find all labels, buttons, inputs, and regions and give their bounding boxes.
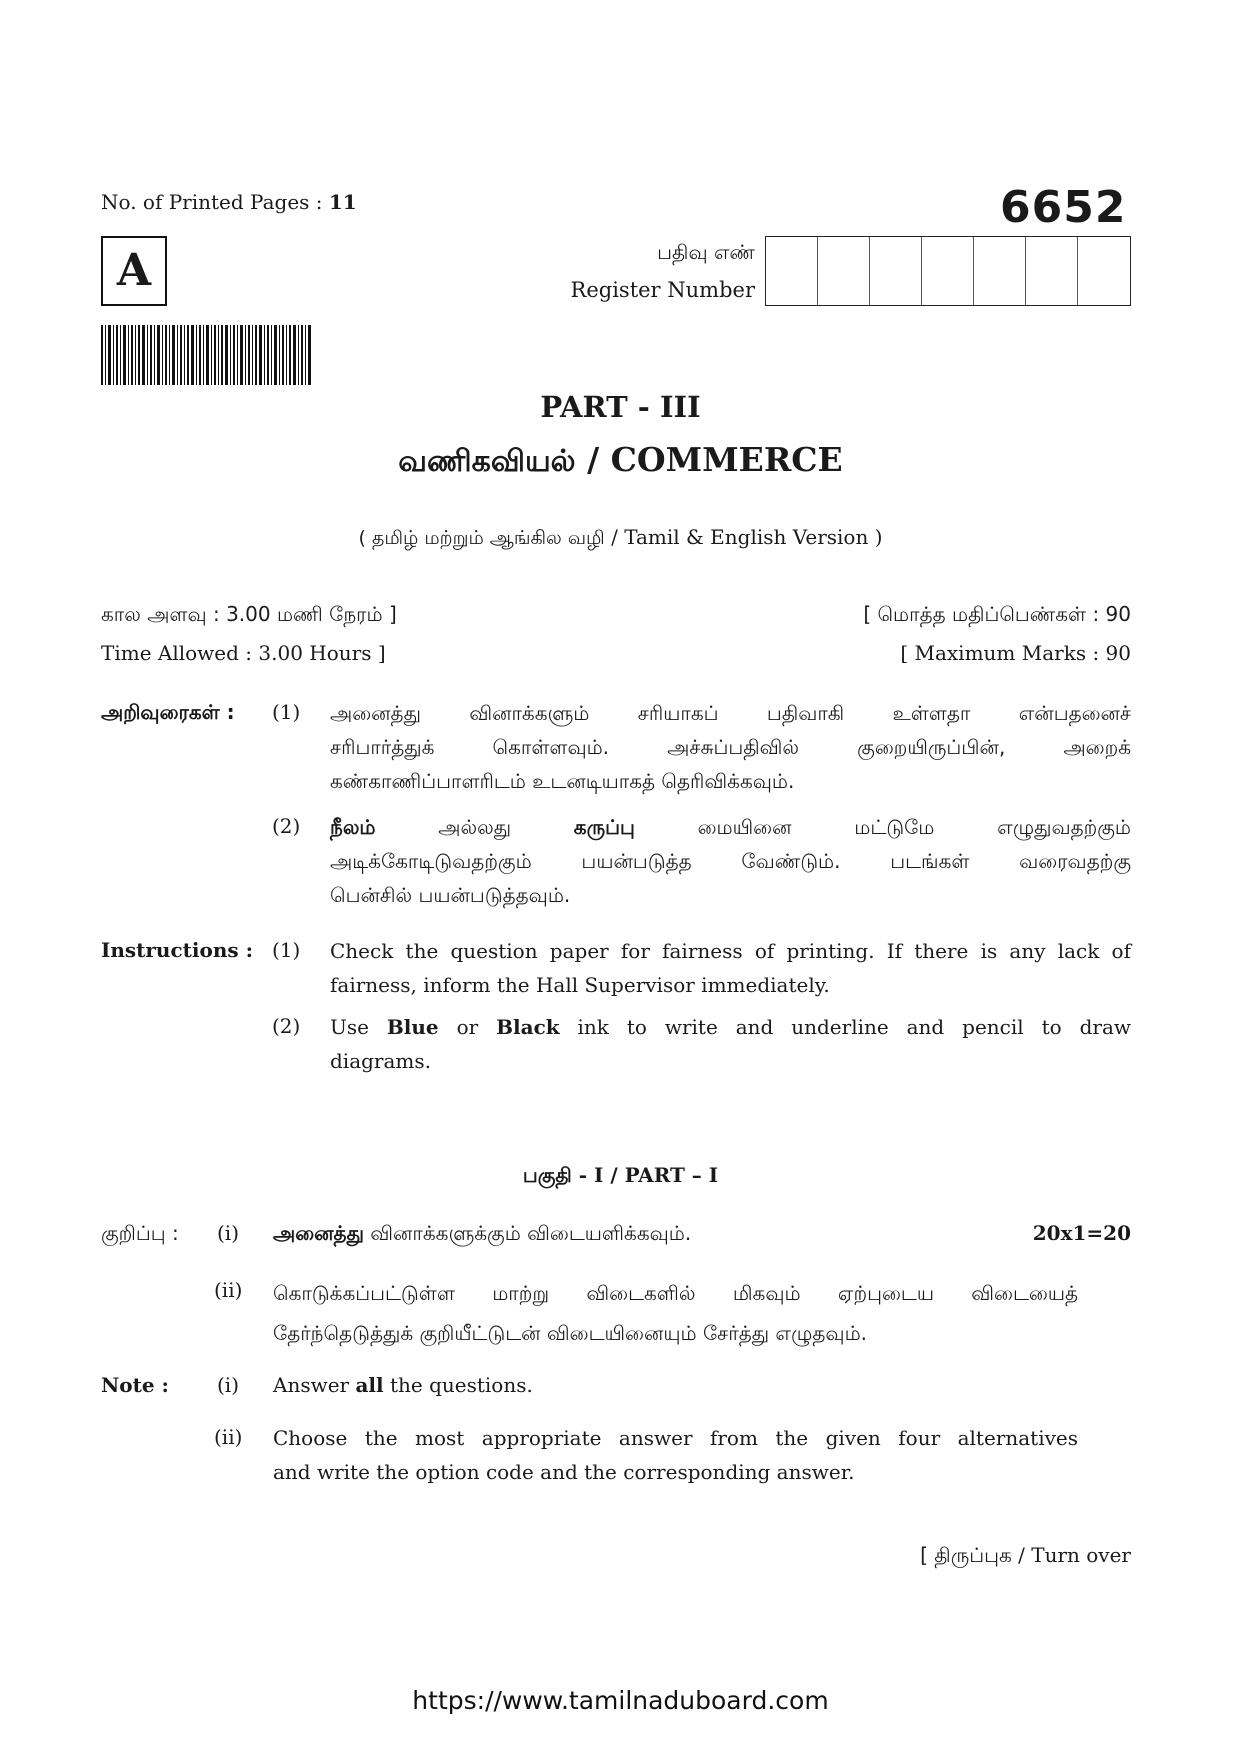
- subject-english: COMMERCE: [610, 440, 843, 479]
- time-english: Time Allowed : 3.00 Hours ]: [101, 641, 386, 665]
- instruction-line: அனைத்து வினாக்களும் சரியாகப் பதிவாகி உள்ளதா என்பதனைச்: [330, 701, 1131, 725]
- register-digit-box[interactable]: [1078, 237, 1130, 305]
- note-line: தேர்ந்தெடுத்துக் குறியீட்டுடன் விடையினையும் சேர்த்து எழுதவும்.: [273, 1321, 868, 1345]
- item-number: (ii): [214, 1425, 243, 1449]
- website-url[interactable]: https://www.tamilnaduboard.com: [412, 1686, 829, 1715]
- note-line: Choose the most appropriate answer from the given four alternatives: [273, 1426, 1078, 1450]
- bold-text: Black: [496, 1015, 560, 1039]
- part1-heading-english: - I / PART – I: [571, 1163, 719, 1187]
- turn-over-english: / Turn over: [1011, 1543, 1131, 1567]
- instruction-line: [330, 1010, 1131, 1044]
- note-english-label: Note :: [101, 1373, 169, 1397]
- instruction-line: பென்சில் பயன்படுத்தவும்.: [330, 883, 571, 907]
- item-number: (i): [217, 1221, 240, 1245]
- instructions-english-label: Instructions :: [101, 938, 253, 962]
- register-digit-box[interactable]: [818, 237, 870, 305]
- version-box: A: [101, 236, 167, 306]
- register-label-tamil: பதிவு எண்: [657, 240, 755, 264]
- register-digit-box[interactable]: [974, 237, 1026, 305]
- instruction-line: கண்காணிப்பாளரிடம் உடனடியாகத் தெரிவிக்கவும்.: [330, 769, 795, 793]
- text: அல்லது: [375, 815, 574, 839]
- printed-pages: [101, 190, 357, 214]
- text: வினாக்களுக்கும் விடையளிக்கவும்.: [363, 1221, 692, 1245]
- part1-heading: [0, 1163, 1241, 1190]
- instructions-tamil-label: அறிவுரைகள் :: [101, 700, 235, 724]
- register-digit-box[interactable]: [922, 237, 974, 305]
- printed-pages-label: No. of Printed Pages :: [101, 190, 323, 214]
- item-number: (i): [217, 1373, 240, 1397]
- instruction-english-2: [330, 1010, 1131, 1078]
- medium-tamil: ( தமிழ் மற்றும் ஆங்கில வழி: [358, 527, 605, 549]
- text: Use: [330, 1015, 387, 1039]
- medium-line: [0, 525, 1241, 552]
- item-number: (1): [272, 938, 301, 962]
- register-digit-box[interactable]: [1026, 237, 1078, 305]
- time-tamil: கால அளவு : 3.00 மணி நேரம் ]: [101, 602, 397, 626]
- instruction-line: சரிபார்த்துக் கொள்ளவும். அச்சுப்பதிவில் குறையிருப்பின், அறைக்: [330, 735, 1131, 759]
- register-digit-box[interactable]: [870, 237, 922, 305]
- marks-english: [ Maximum Marks : 90: [900, 641, 1131, 665]
- text: மையினை மட்டுமே எழுதுவதற்கும்: [634, 815, 1131, 839]
- note-english-1: [273, 1373, 533, 1397]
- turn-over-tamil: [ திருப்புக: [920, 1543, 1012, 1567]
- paper-code: 6652: [1000, 182, 1127, 233]
- instruction-line: fairness, inform the Hall Supervisor immediately.: [330, 973, 830, 997]
- marks-tamil: [ மொத்த மதிப்பெண்கள் : 90: [863, 602, 1131, 626]
- part-title: PART - III: [540, 390, 701, 424]
- bold-text: நீலம்: [330, 815, 376, 839]
- printed-pages-value: 11: [328, 190, 357, 214]
- instruction-tamil-2: [330, 810, 1131, 912]
- item-number: (2): [272, 1014, 301, 1038]
- medium-english: / Tamil & English Version ): [604, 525, 883, 549]
- text: ink to write and underline and pencil to draw: [559, 1015, 1131, 1039]
- note-tamil-1: [273, 1221, 691, 1248]
- item-number: (2): [272, 814, 301, 838]
- register-label-english: Register Number: [570, 278, 755, 302]
- instruction-line: [330, 810, 1131, 844]
- text: the questions.: [383, 1373, 533, 1397]
- bold-text: கருப்பு: [573, 815, 635, 839]
- barcode-image: [101, 325, 312, 385]
- note-line: கொடுக்கப்பட்டுள்ள மாற்று விடைகளில் மிகவும் ஏற்புடைய விடையைத்: [273, 1281, 1078, 1305]
- item-number: (1): [272, 700, 301, 724]
- instruction-tamil-1: [330, 696, 1131, 798]
- note-tamil-2: [273, 1273, 1078, 1353]
- text: or: [438, 1015, 497, 1039]
- bold-text: all: [355, 1373, 384, 1397]
- subject-tamil: வணிகவியல்: [398, 444, 576, 479]
- subject-title: [0, 440, 1241, 483]
- bold-text: அனைத்து: [273, 1221, 364, 1245]
- bold-text: Blue: [386, 1015, 439, 1039]
- instruction-line: diagrams.: [330, 1049, 431, 1073]
- item-number: (ii): [214, 1278, 243, 1302]
- note-english-2: [273, 1421, 1078, 1489]
- note-tamil-label: குறிப்பு :: [101, 1221, 179, 1245]
- turn-over: [920, 1543, 1131, 1570]
- marks-allocation: 20x1=20: [1032, 1221, 1131, 1245]
- note-line: and write the option code and the corresponding answer.: [273, 1460, 855, 1484]
- part1-heading-tamil: பகுதி: [522, 1163, 572, 1187]
- register-digit-box[interactable]: [766, 237, 818, 305]
- instruction-line: Check the question paper for fairness of printing. If there is any lack of: [330, 939, 1131, 963]
- text: Answer: [273, 1373, 356, 1397]
- instruction-line: அடிக்கோடிடுவதற்கும் பயன்படுத்த வேண்டும். படங்கள் வரைவதற்கு: [330, 849, 1131, 873]
- register-number-boxes[interactable]: [765, 236, 1131, 306]
- subject-separator: /: [575, 440, 611, 479]
- instruction-english-1: [330, 934, 1131, 1002]
